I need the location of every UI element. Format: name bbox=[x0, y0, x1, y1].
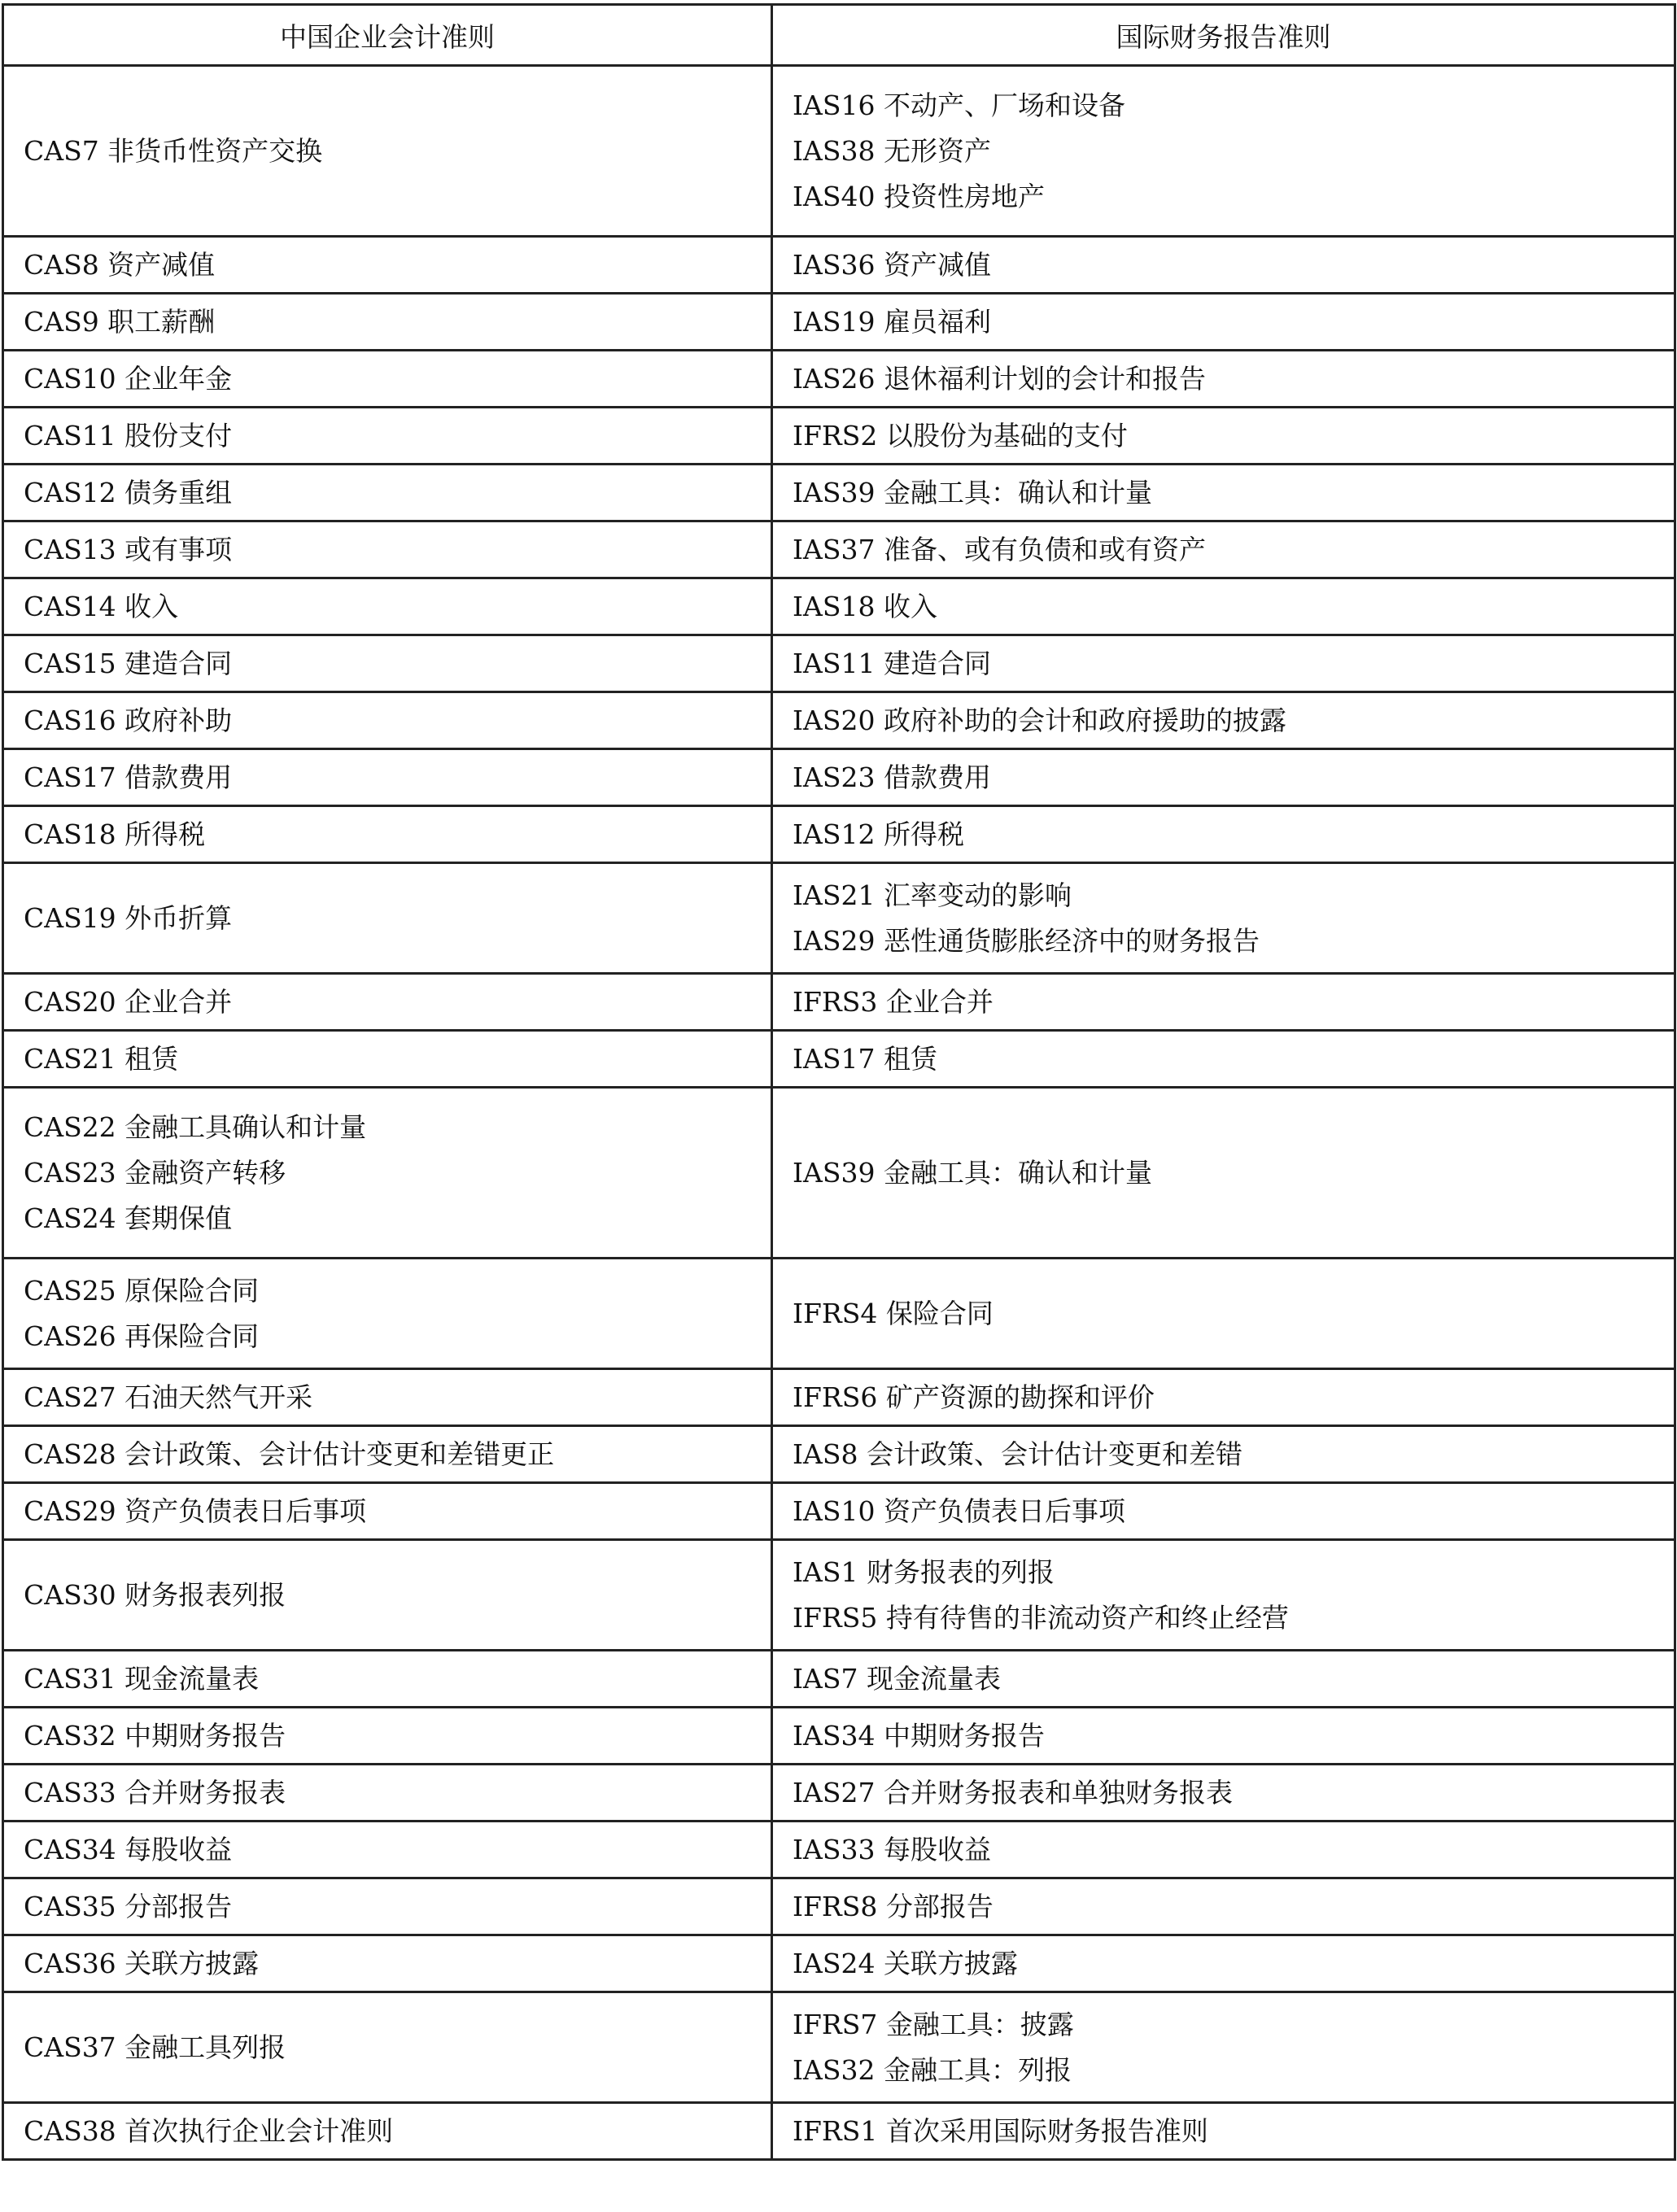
table-row bbox=[3, 1259, 1675, 1369]
cas-cell bbox=[3, 1031, 772, 1088]
cas-cell bbox=[3, 408, 772, 465]
cas-cell bbox=[3, 1369, 772, 1426]
standards-comparison-table bbox=[2, 3, 1676, 2161]
ifrs-cell bbox=[772, 635, 1675, 692]
table-row bbox=[3, 1031, 1675, 1088]
ifrs-standard: IAS11 建造合同 bbox=[793, 647, 991, 679]
table-row bbox=[3, 66, 1675, 237]
cas-cell bbox=[3, 294, 772, 351]
table-row bbox=[3, 1540, 1675, 1651]
ifrs-standard: IAS37 准备、或有负债和或有资产 bbox=[793, 533, 1206, 565]
table-row bbox=[3, 635, 1675, 692]
cas-cell bbox=[3, 974, 772, 1031]
cas-cell bbox=[3, 1088, 772, 1259]
cas-cell bbox=[3, 1651, 772, 1708]
ifrs-cell bbox=[772, 1259, 1675, 1369]
ifrs-cell bbox=[772, 1765, 1675, 1822]
cas-standard: CAS15 建造合同 bbox=[24, 647, 233, 679]
ifrs-standard: IAS29 恶性通货膨胀经济中的财务报告 bbox=[793, 924, 1260, 957]
cas-cell bbox=[3, 2103, 772, 2160]
cas-standard: CAS23 金融资产转移 bbox=[24, 1156, 286, 1189]
cas-standard: CAS7 非货币性资产交换 bbox=[24, 134, 323, 167]
cas-cell bbox=[3, 578, 772, 635]
ifrs-cell bbox=[772, 1088, 1675, 1259]
table-row bbox=[3, 1822, 1675, 1878]
ifrs-standard: IFRS8 分部报告 bbox=[793, 1890, 994, 1922]
table-row bbox=[3, 1426, 1675, 1483]
ifrs-cell bbox=[772, 1426, 1675, 1483]
ifrs-cell bbox=[772, 1369, 1675, 1426]
ifrs-cell bbox=[772, 1540, 1675, 1651]
ifrs-standard: IAS20 政府补助的会计和政府援助的披露 bbox=[793, 704, 1286, 736]
table-row bbox=[3, 2103, 1675, 2160]
cas-standard: CAS32 中期财务报告 bbox=[24, 1719, 286, 1752]
cas-cell bbox=[3, 1992, 772, 2103]
cas-standard: CAS18 所得税 bbox=[24, 818, 206, 850]
cas-cell bbox=[3, 1540, 772, 1651]
cas-standard: CAS33 合并财务报表 bbox=[24, 1776, 286, 1808]
cas-standard: CAS25 原保险合同 bbox=[24, 1274, 260, 1307]
ifrs-standard: IAS18 收入 bbox=[793, 590, 937, 622]
cas-standard: CAS37 金融工具列报 bbox=[24, 2031, 286, 2063]
cas-standard: CAS38 首次执行企业会计准则 bbox=[24, 2114, 394, 2147]
ifrs-standard: IAS16 不动产、厂场和设备 bbox=[793, 89, 1125, 121]
ifrs-cell bbox=[772, 863, 1675, 974]
ifrs-standard: IFRS7 金融工具：披露 bbox=[793, 2008, 1074, 2040]
ifrs-cell bbox=[772, 692, 1675, 749]
ifrs-standard: IAS26 退休福利计划的会计和报告 bbox=[793, 362, 1206, 395]
table-row bbox=[3, 578, 1675, 635]
table-row bbox=[3, 863, 1675, 974]
ifrs-standard: IFRS5 持有待售的非流动资产和终止经营 bbox=[793, 1601, 1289, 1634]
table-row bbox=[3, 749, 1675, 806]
cas-cell bbox=[3, 1935, 772, 1992]
ifrs-cell bbox=[772, 351, 1675, 408]
cas-standard: CAS13 或有事项 bbox=[24, 533, 233, 565]
ifrs-standard: IAS21 汇率变动的影响 bbox=[793, 879, 1072, 911]
ifrs-cell bbox=[772, 237, 1675, 294]
cas-standard: CAS11 股份支付 bbox=[24, 419, 233, 452]
ifrs-standard: IAS33 每股收益 bbox=[793, 1833, 991, 1865]
cas-cell bbox=[3, 1765, 772, 1822]
cas-standard: CAS34 每股收益 bbox=[24, 1833, 233, 1865]
ifrs-cell bbox=[772, 1878, 1675, 1935]
cas-standard: CAS20 企业合并 bbox=[24, 985, 233, 1018]
cas-cell bbox=[3, 1259, 772, 1369]
cas-cell bbox=[3, 692, 772, 749]
cas-cell bbox=[3, 237, 772, 294]
ifrs-standard: IAS12 所得税 bbox=[793, 818, 964, 850]
ifrs-cell bbox=[772, 1935, 1675, 1992]
ifrs-standard: IAS34 中期财务报告 bbox=[793, 1719, 1045, 1752]
cas-standard: CAS9 职工薪酬 bbox=[24, 305, 216, 338]
cas-standard: CAS28 会计政策、会计估计变更和差错更正 bbox=[24, 1438, 555, 1470]
cas-cell bbox=[3, 1878, 772, 1935]
ifrs-cell bbox=[772, 1708, 1675, 1765]
table-row bbox=[3, 806, 1675, 863]
ifrs-standard: IAS36 资产减值 bbox=[793, 248, 991, 281]
ifrs-standard: IAS24 关联方披露 bbox=[793, 1947, 1018, 1979]
table-row bbox=[3, 521, 1675, 578]
cas-cell bbox=[3, 521, 772, 578]
header-cas: 中国企业会计准则 bbox=[3, 5, 772, 66]
header-ifrs: 国际财务报告准则 bbox=[772, 5, 1675, 66]
cas-standard: CAS31 现金流量表 bbox=[24, 1662, 260, 1695]
ifrs-cell bbox=[772, 2103, 1675, 2160]
ifrs-standard: IAS39 金融工具：确认和计量 bbox=[793, 476, 1152, 508]
ifrs-cell bbox=[772, 1031, 1675, 1088]
ifrs-standard: IFRS4 保险合同 bbox=[793, 1297, 994, 1329]
cas-cell bbox=[3, 1426, 772, 1483]
cas-standard: CAS10 企业年金 bbox=[24, 362, 233, 395]
ifrs-standard: IAS40 投资性房地产 bbox=[793, 180, 1045, 212]
ifrs-cell bbox=[772, 1992, 1675, 2103]
table-row bbox=[3, 465, 1675, 521]
table-row bbox=[3, 1483, 1675, 1540]
cas-cell bbox=[3, 1708, 772, 1765]
cas-standard: CAS26 再保险合同 bbox=[24, 1320, 260, 1352]
ifrs-cell bbox=[772, 974, 1675, 1031]
table-row bbox=[3, 351, 1675, 408]
ifrs-cell bbox=[772, 66, 1675, 237]
ifrs-cell bbox=[772, 521, 1675, 578]
table-row bbox=[3, 294, 1675, 351]
ifrs-standard: IFRS6 矿产资源的勘探和评价 bbox=[793, 1381, 1155, 1413]
ifrs-cell bbox=[772, 749, 1675, 806]
ifrs-cell bbox=[772, 1651, 1675, 1708]
ifrs-standard: IAS27 合并财务报表和单独财务报表 bbox=[793, 1776, 1233, 1808]
cas-cell bbox=[3, 806, 772, 863]
cas-standard: CAS12 债务重组 bbox=[24, 476, 233, 508]
ifrs-standard: IAS38 无形资产 bbox=[793, 134, 991, 167]
table-row bbox=[3, 1369, 1675, 1426]
ifrs-standard: IAS17 租赁 bbox=[793, 1042, 937, 1075]
table-row bbox=[3, 1878, 1675, 1935]
cas-standard: CAS8 资产减值 bbox=[24, 248, 216, 281]
ifrs-standard: IAS23 借款费用 bbox=[793, 761, 991, 793]
cas-standard: CAS19 外币折算 bbox=[24, 901, 233, 934]
cas-cell bbox=[3, 863, 772, 974]
cas-cell bbox=[3, 351, 772, 408]
ifrs-cell bbox=[772, 465, 1675, 521]
cas-cell bbox=[3, 1483, 772, 1540]
ifrs-standard: IAS10 资产负债表日后事项 bbox=[793, 1494, 1125, 1527]
ifrs-standard: IFRS3 企业合并 bbox=[793, 985, 994, 1018]
ifrs-cell bbox=[772, 806, 1675, 863]
ifrs-standard: IAS8 会计政策、会计估计变更和差错 bbox=[793, 1438, 1242, 1470]
ifrs-standard: IAS32 金融工具：列报 bbox=[793, 2053, 1072, 2086]
cas-cell bbox=[3, 1822, 772, 1878]
cas-cell bbox=[3, 465, 772, 521]
ifrs-standard: IFRS1 首次采用国际财务报告准则 bbox=[793, 2114, 1208, 2147]
table-body bbox=[3, 66, 1675, 2160]
cas-standard: CAS30 财务报表列报 bbox=[24, 1578, 286, 1611]
cas-standard: CAS22 金融工具确认和计量 bbox=[24, 1110, 367, 1143]
ifrs-standard: IAS1 财务报表的列报 bbox=[793, 1555, 1055, 1588]
cas-standard: CAS36 关联方披露 bbox=[24, 1947, 260, 1979]
cas-standard: CAS35 分部报告 bbox=[24, 1890, 233, 1922]
cas-standard: CAS14 收入 bbox=[24, 590, 179, 622]
cas-cell bbox=[3, 635, 772, 692]
ifrs-standard: IFRS2 以股份为基础的支付 bbox=[793, 419, 1128, 452]
ifrs-cell bbox=[772, 408, 1675, 465]
table-row bbox=[3, 1088, 1675, 1259]
cas-cell bbox=[3, 749, 772, 806]
table-row bbox=[3, 1708, 1675, 1765]
table-header-row bbox=[3, 5, 1675, 66]
cas-standard: CAS27 石油天然气开采 bbox=[24, 1381, 313, 1413]
cas-standard: CAS24 套期保值 bbox=[24, 1202, 233, 1234]
table-row bbox=[3, 1935, 1675, 1992]
cas-standard: CAS17 借款费用 bbox=[24, 761, 233, 793]
cas-standard: CAS16 政府补助 bbox=[24, 704, 233, 736]
ifrs-cell bbox=[772, 1483, 1675, 1540]
cas-cell bbox=[3, 66, 772, 237]
table-row bbox=[3, 1651, 1675, 1708]
ifrs-standard: IAS19 雇员福利 bbox=[793, 305, 991, 338]
ifrs-cell bbox=[772, 1822, 1675, 1878]
cas-standard: CAS29 资产负债表日后事项 bbox=[24, 1494, 367, 1527]
cas-standard: CAS21 租赁 bbox=[24, 1042, 179, 1075]
table-row bbox=[3, 692, 1675, 749]
table-row bbox=[3, 408, 1675, 465]
ifrs-standard: IAS39 金融工具：确认和计量 bbox=[793, 1156, 1152, 1189]
ifrs-cell bbox=[772, 294, 1675, 351]
table-row bbox=[3, 974, 1675, 1031]
table-row bbox=[3, 237, 1675, 294]
table-row bbox=[3, 1992, 1675, 2103]
ifrs-cell bbox=[772, 578, 1675, 635]
ifrs-standard: IAS7 现金流量表 bbox=[793, 1662, 1001, 1695]
table-row bbox=[3, 1765, 1675, 1822]
